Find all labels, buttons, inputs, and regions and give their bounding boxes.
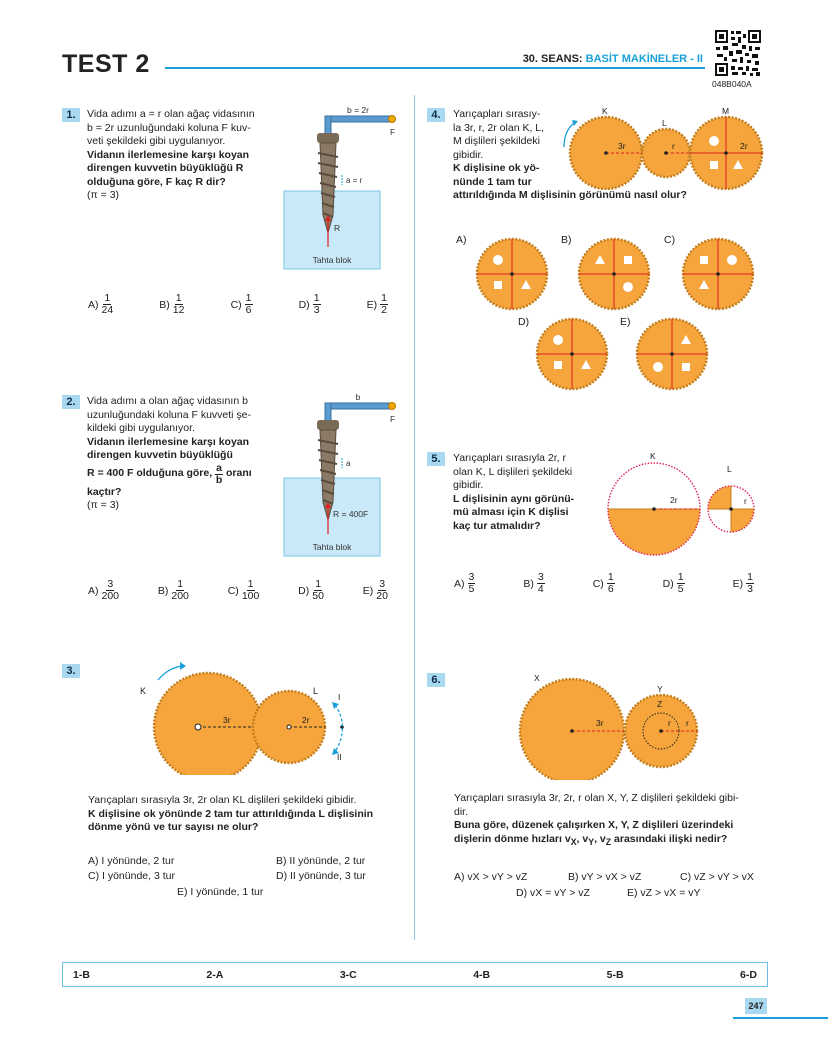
gear-k-label: K	[140, 686, 147, 696]
square-symbol	[554, 361, 562, 369]
q2-options	[88, 579, 388, 602]
q1-option-d[interactable]: D) $\frac{1}{3}$	[298, 292, 320, 316]
column-divider	[414, 95, 415, 940]
q5-options	[454, 572, 754, 595]
circle-symbol	[553, 335, 563, 345]
gear-y-label: Y	[657, 684, 663, 694]
q4-number: 4.	[427, 108, 445, 122]
q3-gears-figure	[130, 660, 370, 775]
q6-option-d[interactable]: D) vX = vY > vZ	[516, 887, 590, 899]
q4-option-a-label: A)	[456, 234, 467, 246]
square-symbol	[682, 363, 690, 371]
answer-5: 5-B	[606, 968, 624, 981]
answer-6: 6-D	[740, 968, 757, 981]
q6-number: 6.	[427, 673, 445, 687]
q2-text: Vida adımı a olan ağaç vidasının b uzunluğundaki koluna F kuvveti şe- kildeki gibi uygulanıyor. Vidanın ilerlemesine karşı koyan direngen kuvvetin büyüklüğü R = 400 F olduğuna göre, $\frac{a}{b}$ oranı kaçtır? (π = 3)	[87, 395, 252, 511]
gear-x-radius: 3r	[596, 718, 604, 728]
qr-code-icon[interactable]	[714, 29, 762, 77]
q3-option-d[interactable]: D) II yönünde, 3 tur	[276, 870, 366, 882]
gear-l-radius: 2r	[302, 715, 310, 725]
q5-option-d[interactable]: D) $\frac{1}{5}$	[662, 571, 684, 595]
q5-gears-figure	[600, 448, 772, 558]
force-point-icon	[389, 116, 396, 123]
answer-4: 4-B	[473, 968, 491, 981]
q2-option-b[interactable]: B) $\frac{1}{200}$	[157, 578, 189, 602]
q5-option-b[interactable]: B) $\frac{3}{4}$	[523, 571, 544, 595]
q1-option-e[interactable]: E) $\frac{1}{2}$	[366, 292, 387, 316]
q3-option-c[interactable]: C) I yönünde, 3 tur	[88, 870, 175, 882]
pitch-label: a	[346, 459, 351, 468]
q6-option-e[interactable]: E) vZ > vX = vY	[627, 887, 701, 899]
gear-z-radius: r	[668, 718, 671, 728]
q4-gears-figure	[556, 105, 771, 190]
resist-force-label: R	[334, 223, 341, 233]
circle-symbol	[709, 136, 719, 146]
wood-block-label: Tahta blok	[312, 542, 352, 552]
q1-number: 1.	[62, 108, 80, 122]
gear-k-label: K	[602, 106, 608, 116]
q5-text: Yarıçapları sırasıyla 2r, r olan K, L dişlileri şekildeki gibidir. L dişlisinin aynı görünü- mü alması için K dişlisi kaç tur atmalıdır?	[453, 452, 575, 532]
pitch-label: a = r	[346, 176, 363, 185]
q2-option-e[interactable]: E) $\frac{3}{20}$	[362, 578, 388, 602]
page-number: 247	[745, 998, 767, 1014]
square-symbol	[710, 161, 718, 169]
test-title: TEST 2	[62, 50, 150, 78]
q2-number: 2.	[62, 395, 80, 409]
screw-head	[317, 133, 339, 143]
q4-option-b-gear[interactable]	[576, 236, 652, 312]
gear-l-radius: r	[744, 496, 747, 506]
square-symbol	[494, 281, 502, 289]
q3-option-a[interactable]: A) I yönünde, 2 tur	[88, 855, 175, 867]
q2-option-c[interactable]: C) $\frac{1}{100}$	[227, 578, 260, 602]
wood-block-label: Tahta blok	[312, 255, 352, 265]
q4-option-d-gear[interactable]	[534, 316, 610, 392]
qr-code-label: 048B040A	[712, 79, 752, 89]
circle-symbol	[653, 362, 663, 372]
q1-option-c[interactable]: C) $\frac{1}{6}$	[230, 292, 252, 316]
screw-arm	[325, 116, 389, 122]
force-label: F	[390, 414, 396, 424]
direction-2-label: II	[337, 752, 342, 762]
q5-option-a[interactable]: A) $\frac{3}{5}$	[454, 571, 475, 595]
force-label: F	[390, 127, 396, 137]
screw-arm	[325, 403, 389, 409]
q3-option-e[interactable]: E) I yönünde, 1 tur	[177, 886, 264, 898]
q6-option-a[interactable]: A) vX > vY > vZ	[454, 871, 528, 883]
gear-k-radius: 3r	[223, 715, 231, 725]
direction-1-label: I	[338, 692, 341, 702]
answer-1: 1-B	[73, 968, 90, 981]
answer-key	[62, 962, 768, 987]
q1-options	[88, 293, 388, 316]
q2-option-d[interactable]: D) $\frac{1}{50}$	[298, 578, 324, 602]
q4-option-e-label: E)	[620, 316, 631, 328]
circle-symbol	[493, 255, 503, 265]
q1-option-a[interactable]: A) $\frac{1}{24}$	[88, 292, 114, 316]
gear-m-radius: 2r	[740, 141, 748, 151]
q2-screw-figure	[280, 392, 405, 562]
arm-length-label: b	[355, 392, 361, 402]
q4-option-a-gear[interactable]	[474, 236, 550, 312]
gear-l-label: L	[313, 686, 319, 696]
gear-y-radius: r	[686, 718, 689, 728]
q4-text: Yarıçapları sırasıy- la 3r, r, 2r olan K, L, M dişlileri şekildeki gibidir. K dişlisine ok yö- nünde 1 tam tur attırıldığında M dişlisinin görünümü nasıl olur?	[453, 108, 687, 201]
q6-option-c[interactable]: C) vZ > vY > vX	[680, 871, 754, 883]
q1-screw-figure	[280, 105, 405, 275]
rotation-arrow-icon	[158, 666, 182, 680]
arm-length-label: b = 2r	[347, 105, 369, 115]
gear-l-label: L	[727, 464, 732, 474]
gear-z-label: Z	[657, 699, 663, 709]
q4-option-c-gear[interactable]	[680, 236, 756, 312]
gear-k-label: K	[650, 451, 656, 461]
q5-number: 5.	[427, 452, 445, 466]
answer-2: 2-A	[206, 968, 224, 981]
q5-option-c[interactable]: C) $\frac{1}{6}$	[592, 571, 614, 595]
gear-k	[154, 673, 262, 775]
answer-3: 3-C	[339, 968, 357, 981]
gear-k-radius: 3r	[618, 141, 626, 151]
q1-option-b[interactable]: B) $\frac{1}{12}$	[159, 292, 185, 316]
q6-option-b[interactable]: B) vY > vX > vZ	[568, 871, 642, 883]
q3-number: 3.	[62, 664, 80, 678]
square-symbol	[624, 256, 632, 264]
q6-gears-figure	[512, 670, 712, 780]
q4-option-d-label: D)	[518, 316, 530, 328]
gear-k-radius: 2r	[670, 495, 678, 505]
gear-l-label: L	[662, 118, 667, 128]
q4-option-e-gear[interactable]	[634, 316, 710, 392]
circle-symbol	[727, 255, 737, 265]
q2-option-a[interactable]: A) $\frac{3}{200}$	[88, 578, 120, 602]
footer-rule	[733, 1017, 828, 1019]
gear-m-label: M	[722, 106, 730, 116]
q4-option-b-label: B)	[561, 234, 572, 246]
q3-text: Yarıçapları sırasıyla 3r, 2r olan KL dişlileri şekildeki gibidir. K dişlisine ok yönünde 2 tam tur attırıldığında L dişlisinin dönme yönü ve tur sayısı ne olur?	[88, 794, 374, 833]
square-symbol	[700, 256, 708, 264]
gear-l-radius: r	[672, 141, 675, 151]
circle-symbol	[623, 282, 633, 292]
q4-option-c-label: C)	[664, 234, 676, 246]
q1-text: Vida adımı a = r olan ağaç vidasının b = 2r uzunluğundaki koluna F kuv- veti şekildeki gibi uygulanıyor. Vidanın ilerlemesine karşı koyan direngen kuvvetin büyüklüğü R olduğuna göre, F kaç R dir? (π = 3)	[87, 108, 255, 201]
session-title: 30. SEANS: BASİT MAKİNELER - II	[522, 53, 703, 65]
header-rule	[165, 67, 705, 69]
resist-force-label: R = 400F	[333, 509, 369, 519]
screw-head	[317, 420, 339, 430]
gear-x-label: X	[534, 673, 540, 683]
q6-text: Yarıçapları sırasıyla 3r, 2r, r olan X, Y, Z dişlileri şekildeki gibi- dir. Buna göre, düzenek çalışırken X, Y, Z dişlileri üzerindeki dişlerin dönme hızları $v_X$, $v_Y$, $v_Z$ arasındaki ilişki nedir?	[454, 792, 739, 847]
force-point-icon	[389, 403, 396, 410]
q3-option-b[interactable]: B) II yönünde, 2 tur	[276, 855, 366, 867]
q5-option-e[interactable]: E) $\frac{1}{3}$	[732, 571, 753, 595]
